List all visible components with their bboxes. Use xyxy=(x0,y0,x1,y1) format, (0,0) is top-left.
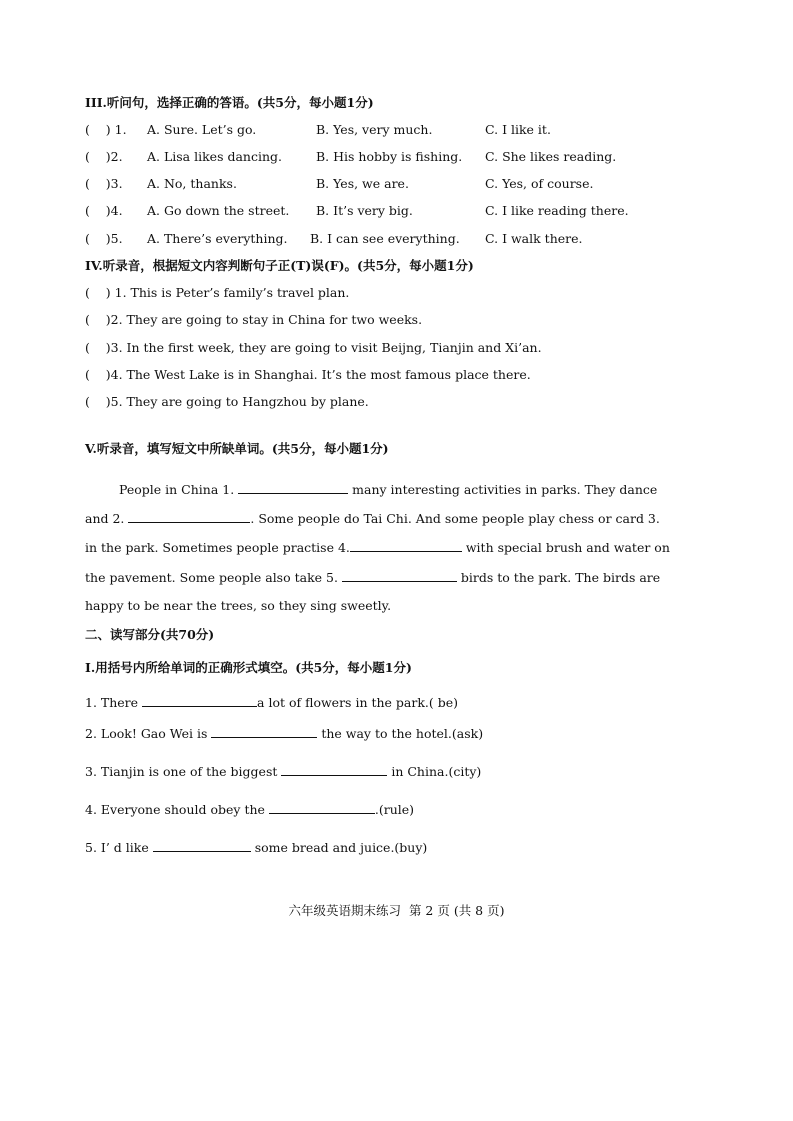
fill-item-3 xyxy=(85,763,481,780)
fill-item-2 xyxy=(85,725,483,742)
answer-blank[interactable] xyxy=(153,839,251,852)
answer-blank-5[interactable] xyxy=(342,569,457,582)
item-number: ( ) 1. xyxy=(85,122,127,137)
part-2-title: 二、读写部分(共70分) xyxy=(85,627,215,642)
fill-item-1 xyxy=(85,694,458,711)
passage-line-2 xyxy=(85,510,660,527)
answer-blank-2[interactable] xyxy=(128,510,250,523)
option-b: B. His hobby is fishing. xyxy=(316,149,463,164)
item-text: 4. Everyone should obey the xyxy=(85,802,265,817)
fill-item-4 xyxy=(85,801,414,818)
item-text: 5. I’ d like xyxy=(85,840,149,855)
section-4-item-4: ( )4. The West Lake is in Shanghai. It’s the most famous place there. xyxy=(85,367,531,382)
section-4-item-2: ( )2. They are going to stay in China for two weeks. xyxy=(85,312,423,327)
option-a: A. No, thanks. xyxy=(147,176,237,191)
item-number: ( )5. xyxy=(85,231,123,246)
item-number: ( )2. xyxy=(85,149,123,164)
item-text: 3. Tianjin is one of the biggest xyxy=(85,764,278,779)
answer-blank-1[interactable] xyxy=(238,481,348,494)
passage-line-5: happy to be near the trees, so they sing sweetly. xyxy=(85,598,392,613)
passage-line-3 xyxy=(85,539,670,556)
section-i-title: I.用括号内所给单词的正确形式填空。(共5分，每小题1分) xyxy=(85,660,412,675)
section-4-item-5: ( )5. They are going to Hangzhou by plane. xyxy=(85,394,369,409)
answer-blank[interactable] xyxy=(269,801,375,814)
option-a: A. Lisa likes dancing. xyxy=(147,149,282,164)
answer-blank-4[interactable] xyxy=(350,539,462,552)
section-4-item-1: ( ) 1. This is Peter’s family’s travel plan. xyxy=(85,285,350,300)
page-footer: 六年级英语期末练习 第 2 页 (共 8 页) xyxy=(288,903,505,918)
option-a: A. Sure. Let’s go. xyxy=(147,122,257,137)
section-4-title: IV.听录音，根据短文内容判断句子正(T)误(F)。(共5分，每小题1分) xyxy=(85,258,474,273)
passage-text: and 2. xyxy=(85,511,125,526)
item-number: ( )3. xyxy=(85,176,123,191)
option-b: B. It’s very big. xyxy=(316,203,413,218)
option-c: C. Yes, of course. xyxy=(485,176,594,191)
item-number: ( )4. xyxy=(85,203,123,218)
passage-text: . Some people do Tai Chi. And some people play chess or card 3. xyxy=(250,511,660,526)
passage-text: People in China 1. xyxy=(119,482,235,497)
option-c: C. I like it. xyxy=(485,122,551,137)
answer-blank[interactable] xyxy=(211,725,317,738)
option-b: B. Yes, we are. xyxy=(316,176,409,191)
answer-blank[interactable] xyxy=(281,763,387,776)
option-c: C. She likes reading. xyxy=(485,149,617,164)
passage-text: the pavement. Some people also take 5. xyxy=(85,570,338,585)
item-text: a lot of flowers in the park.( be) xyxy=(257,695,459,710)
section-3-title: III.听问句，选择正确的答语。(共5分，每小题1分) xyxy=(85,95,374,110)
passage-text: in the park. Sometimes people practise 4. xyxy=(85,540,350,555)
option-c: C. I walk there. xyxy=(485,231,583,246)
passage-text: many interesting activities in parks. They dance xyxy=(352,482,658,497)
item-text: 1. There xyxy=(85,695,139,710)
passage-text: with special brush and water on xyxy=(465,540,670,555)
passage-line-4 xyxy=(85,569,660,586)
passage-text: birds to the park. The birds are xyxy=(460,570,661,585)
section-4-item-3: ( )3. In the first week, they are going to visit Beijng, Tianjin and Xi’an. xyxy=(85,340,542,355)
option-b: B. I can see everything. xyxy=(310,231,460,246)
item-text: the way to the hotel.(ask) xyxy=(317,726,484,741)
item-text: .(rule) xyxy=(374,802,415,817)
option-b: B. Yes, very much. xyxy=(316,122,433,137)
option-a: A. There’s everything. xyxy=(147,231,288,246)
option-a: A. Go down the street. xyxy=(147,203,290,218)
option-c: C. I like reading there. xyxy=(485,203,629,218)
item-text: some bread and juice.(buy) xyxy=(250,840,428,855)
passage-line-1 xyxy=(119,481,657,498)
item-text: 2. Look! Gao Wei is xyxy=(85,726,208,741)
item-text: in China.(city) xyxy=(387,764,482,779)
fill-item-5 xyxy=(85,839,427,856)
answer-blank[interactable] xyxy=(142,694,257,707)
section-5-title: V.听录音，填写短文中所缺单词。(共5分，每小题1分) xyxy=(85,441,389,456)
